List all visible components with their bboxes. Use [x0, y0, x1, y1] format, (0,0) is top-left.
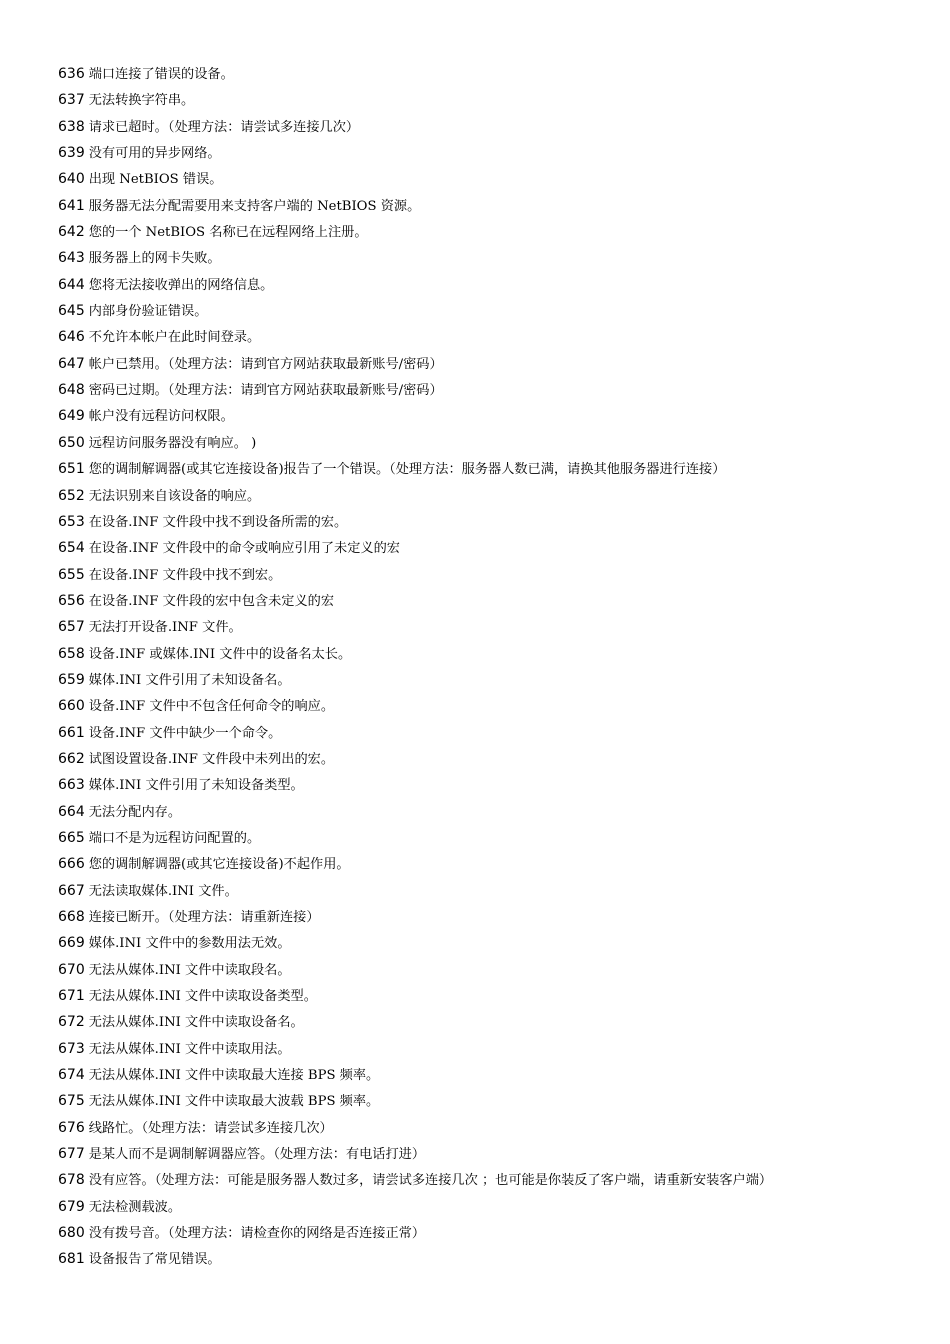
error-code-line — [58, 772, 938, 798]
error-code-number: 664 — [58, 803, 85, 820]
error-code-number: 640 — [58, 171, 85, 188]
error-code-number: 652 — [58, 487, 85, 504]
error-code-description: 无法从媒体.INI 文件中读取用法。 — [88, 1041, 291, 1057]
error-code-line — [58, 1009, 938, 1035]
error-code-description: 不允许本帐户在此时间登录。 — [88, 330, 261, 346]
error-code-description: 试图设置设备.INF 文件段中未列出的宏。 — [88, 751, 335, 767]
error-code-description: 帐户已禁用。（处理方法：请到官方网站获取最新账号/密码） — [88, 356, 443, 372]
error-code-description: 无法从媒体.INI 文件中读取设备类型。 — [88, 989, 317, 1005]
error-code-number: 679 — [58, 1198, 85, 1215]
error-code-description: 媒体.INI 文件引用了未知设备类型。 — [88, 778, 304, 794]
error-code-description: 您的调制解调器(或其它连接设备)不起作用。 — [88, 857, 350, 873]
error-code-line — [58, 1115, 938, 1141]
error-code-description: 无法读取媒体.INI 文件。 — [88, 883, 238, 899]
error-code-line — [58, 614, 938, 640]
error-code-description: 无法从媒体.INI 文件中读取最大波载 BPS 频率。 — [88, 1094, 380, 1110]
error-code-line — [58, 799, 938, 825]
error-code-line — [58, 377, 938, 403]
error-code-line — [58, 1246, 938, 1272]
error-code-line — [58, 456, 938, 482]
error-code-line — [58, 957, 938, 983]
error-code-description: 您将无法接收弹出的网络信息。 — [88, 277, 274, 293]
error-code-line — [58, 904, 938, 930]
error-code-line — [58, 1088, 938, 1114]
error-code-description: 帐户没有远程访问权限。 — [88, 409, 234, 425]
error-code-number: 666 — [58, 856, 85, 873]
error-code-number: 668 — [58, 909, 85, 925]
error-code-description: 出现 NetBIOS 错误。 — [88, 172, 223, 188]
error-code-number: 671 — [58, 988, 85, 1005]
error-code-description: 在设备.INF 文件段的宏中包含未定义的宏 — [88, 593, 335, 609]
error-code-description: 在设备.INF 文件段中找不到设备所需的宏。 — [88, 514, 348, 530]
error-code-number: 665 — [58, 829, 85, 846]
error-code-line — [58, 272, 938, 298]
error-code-number: 676 — [58, 1119, 85, 1136]
error-code-number: 669 — [58, 935, 85, 952]
error-code-number: 674 — [58, 1067, 85, 1084]
error-code-line — [58, 403, 938, 429]
error-code-line — [58, 983, 938, 1009]
error-code-line — [58, 851, 938, 877]
error-code-number: 660 — [58, 698, 85, 715]
error-code-number: 639 — [58, 145, 85, 162]
error-code-number: 646 — [58, 329, 85, 346]
error-code-description: 没有应答。（处理方法：可能是服务器人数过多，请尝试多连接几次 ；也可能是你装反了客户端，请重新安装客户端） — [88, 1173, 773, 1189]
error-code-description: 设备.INF 文件中不包含任何命令的响应。 — [88, 699, 335, 715]
error-code-line — [58, 535, 938, 561]
error-code-description: 设备.INF 或媒体.INI 文件中的设备名太长。 — [88, 646, 352, 662]
error-code-description: 连接已断开。（处理方法：请重新连接） — [88, 910, 320, 925]
error-code-line — [58, 588, 938, 614]
error-code-number: 636 — [58, 66, 85, 82]
error-code-line — [58, 140, 938, 166]
error-code-line — [58, 1062, 938, 1088]
error-code-line — [58, 693, 938, 719]
error-code-number: 657 — [58, 619, 85, 636]
error-code-description: 端口不是为远程访问配置的。 — [88, 830, 261, 846]
error-code-number: 680 — [58, 1225, 85, 1242]
error-code-number: 645 — [58, 303, 85, 320]
error-code-number: 637 — [58, 92, 85, 109]
error-code-line — [58, 430, 938, 456]
error-code-number: 658 — [58, 645, 85, 662]
error-code-description: 无法打开设备.INF 文件。 — [88, 620, 242, 636]
error-code-line — [58, 298, 938, 324]
error-code-description: 设备.INF 文件中缺少一个命令。 — [88, 725, 282, 741]
error-code-line — [58, 324, 938, 350]
error-code-line — [58, 1167, 938, 1193]
error-code-description: 内部身份验证错误。 — [88, 304, 208, 320]
error-code-number: 677 — [58, 1146, 85, 1163]
error-code-number: 672 — [58, 1014, 85, 1031]
error-code-number: 663 — [58, 777, 85, 794]
error-code-line — [58, 61, 938, 87]
error-code-line — [58, 878, 938, 904]
error-code-line — [58, 930, 938, 956]
error-code-line — [58, 351, 938, 377]
error-code-description: 无法识别来自该设备的响应。 — [88, 488, 261, 504]
error-code-number: 649 — [58, 408, 85, 425]
error-code-number: 655 — [58, 566, 85, 583]
error-code-description: 无法检测载波。 — [88, 1199, 182, 1215]
error-code-description: 服务器无法分配需要用来支持客户端的 NetBIOS 资源。 — [88, 198, 421, 214]
error-code-description: 在设备.INF 文件段中的命令或响应引用了未定义的宏 — [88, 541, 400, 557]
error-code-line — [58, 1220, 938, 1246]
error-code-description: 在设备.INF 文件段中找不到宏。 — [88, 567, 282, 583]
error-code-line — [58, 1036, 938, 1062]
error-code-description: 您的调制解调器(或其它连接设备)报告了一个错误。（处理方法：服务器人数已满，请换其他服务器进行连接） — [88, 462, 726, 478]
error-code-number: 659 — [58, 671, 85, 688]
error-code-number: 661 — [58, 724, 85, 741]
error-code-line — [58, 166, 938, 192]
error-code-description: 没有可用的异步网络。 — [88, 146, 221, 162]
error-code-description: 无法从媒体.INI 文件中读取段名。 — [88, 962, 291, 978]
error-code-number: 667 — [58, 882, 85, 899]
error-code-number: 648 — [58, 382, 85, 399]
error-code-line — [58, 87, 938, 113]
error-code-number: 641 — [58, 197, 85, 214]
error-code-line — [58, 720, 938, 746]
document-page — [58, 61, 938, 1273]
error-code-number: 638 — [58, 118, 85, 135]
error-code-line — [58, 483, 938, 509]
error-code-number: 647 — [58, 355, 85, 372]
error-code-number: 670 — [58, 961, 85, 978]
error-code-number: 644 — [58, 276, 85, 293]
error-code-description: 您的一个 NetBIOS 名称已在远程网络上注册。 — [88, 225, 368, 241]
error-code-description: 远程访问服务器没有响应。 ) — [88, 435, 257, 451]
error-code-number: 678 — [58, 1172, 85, 1189]
error-code-line — [58, 667, 938, 693]
error-code-line — [58, 1141, 938, 1167]
error-code-number: 653 — [58, 513, 85, 530]
error-code-line — [58, 219, 938, 245]
error-code-description: 媒体.INI 文件引用了未知设备名。 — [88, 672, 291, 688]
error-code-description: 设备报告了常见错误。 — [88, 1252, 221, 1268]
error-code-line — [58, 193, 938, 219]
error-code-description: 服务器上的网卡失败。 — [88, 251, 221, 267]
error-code-number: 650 — [58, 434, 85, 451]
error-code-description: 无法从媒体.INI 文件中读取最大连接 BPS 频率。 — [88, 1068, 380, 1084]
error-code-line — [58, 1194, 938, 1220]
error-code-line — [58, 509, 938, 535]
error-code-line — [58, 245, 938, 271]
error-code-number: 654 — [58, 540, 85, 557]
error-code-description: 是某人而不是调制解调器应答。（处理方法：有电话打进） — [88, 1147, 426, 1163]
error-code-description: 端口连接了错误的设备。 — [88, 67, 234, 82]
error-code-description: 无法转换字符串。 — [88, 93, 195, 109]
error-code-line — [58, 746, 938, 772]
error-code-description: 无法从媒体.INI 文件中读取设备名。 — [88, 1015, 304, 1031]
error-code-number: 681 — [58, 1251, 85, 1268]
error-code-line — [58, 825, 938, 851]
error-code-number: 642 — [58, 224, 85, 241]
error-code-description: 线路忙。（处理方法：请尝试多连接几次） — [88, 1120, 333, 1136]
error-code-line — [58, 562, 938, 588]
error-code-description: 没有拨号音。（处理方法：请检查你的网络是否连接正常） — [88, 1226, 426, 1242]
error-code-number: 675 — [58, 1093, 85, 1110]
error-code-line — [58, 641, 938, 667]
error-code-number: 643 — [58, 250, 85, 267]
error-code-description: 请求已超时。（处理方法：请尝试多连接几次） — [88, 119, 360, 135]
error-code-description: 无法分配内存。 — [88, 804, 182, 820]
error-code-description: 密码已过期。（处理方法：请到官方网站获取最新账号/密码） — [88, 383, 443, 399]
error-code-number: 662 — [58, 750, 85, 767]
error-code-number: 651 — [58, 461, 85, 478]
error-code-description: 媒体.INI 文件中的参数用法无效。 — [88, 936, 291, 952]
error-code-number: 673 — [58, 1040, 85, 1057]
error-code-number: 656 — [58, 592, 85, 609]
error-code-line — [58, 114, 938, 140]
